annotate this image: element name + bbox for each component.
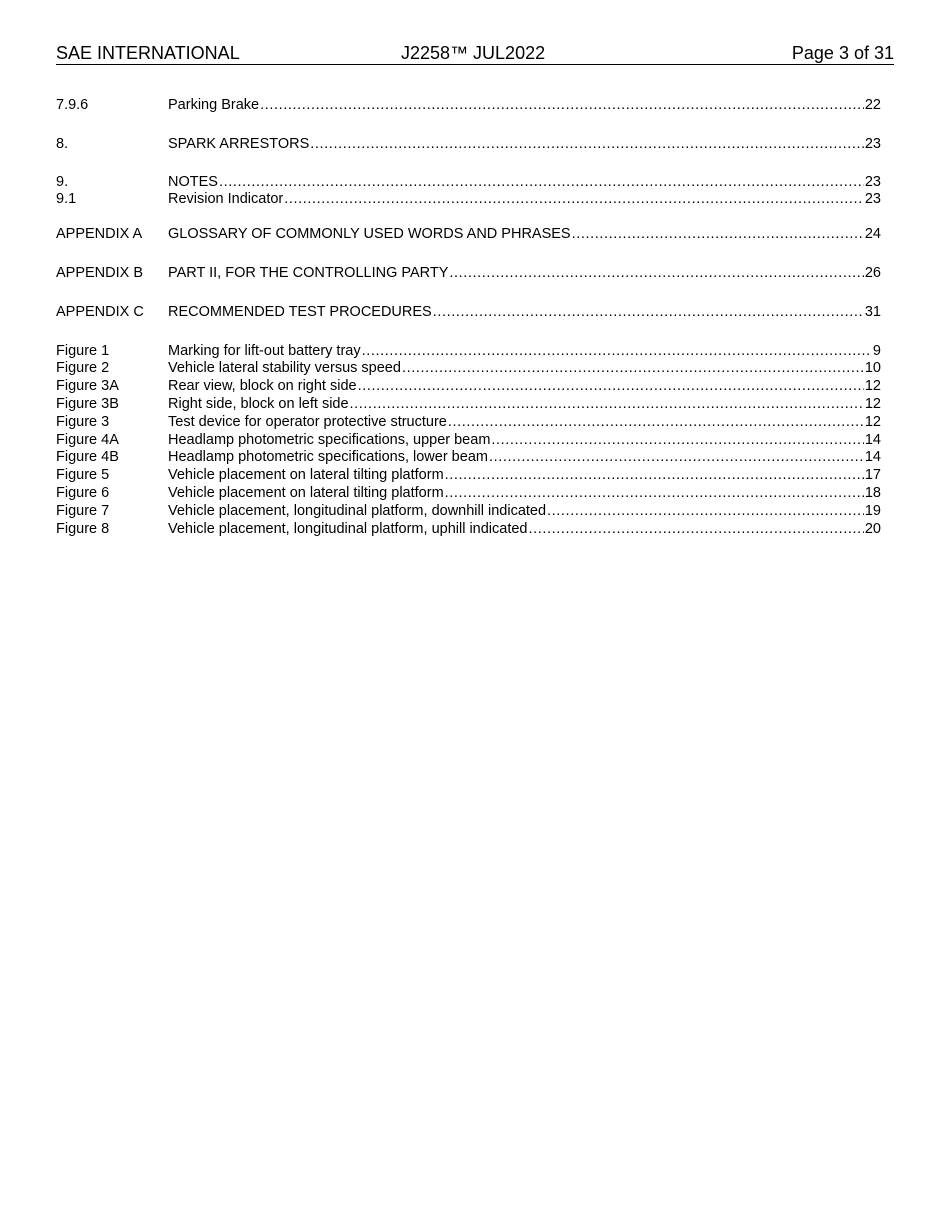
toc-title: Parking Brake xyxy=(168,97,260,113)
dot-leader xyxy=(449,265,863,283)
toc-entry-figure-3b[interactable] xyxy=(56,396,881,414)
toc-entry-figure-4b[interactable] xyxy=(56,449,881,467)
dot-leader xyxy=(350,396,864,414)
dot-leader xyxy=(529,521,864,539)
toc-number: Figure 4A xyxy=(56,431,119,448)
toc-entry-9-1[interactable] xyxy=(56,191,881,209)
toc-page: 12 xyxy=(864,395,881,412)
dot-leader xyxy=(433,304,864,322)
toc-number: Figure 3 xyxy=(56,413,110,430)
toc-title: Vehicle placement on lateral tilting platform xyxy=(168,467,444,484)
toc-page: 12 xyxy=(864,378,881,395)
toc-number: 7.9.6 xyxy=(56,97,89,113)
toc-number: Figure 6 xyxy=(56,484,110,501)
toc-number: Figure 7 xyxy=(56,502,110,519)
dot-leader xyxy=(445,485,864,503)
dot-leader xyxy=(219,174,864,192)
toc-title: GLOSSARY OF COMMONLY USED WORDS AND PHRASES xyxy=(168,226,571,243)
toc-page: 23 xyxy=(864,173,881,190)
toc-title: Headlamp photometric specifications, upper beam xyxy=(168,431,491,448)
toc-entry-figure-3a[interactable] xyxy=(56,378,881,396)
toc-title: Vehicle lateral stability versus speed xyxy=(168,360,401,377)
toc-page: 22 xyxy=(864,97,881,113)
toc-entry-figure-4a[interactable] xyxy=(56,432,881,450)
toc-page: 24 xyxy=(864,226,881,243)
toc-title: Vehicle placement, longitudinal platform, uphill indicated xyxy=(168,520,528,537)
toc-entry-appendix-a[interactable] xyxy=(56,226,881,244)
toc-number: 9. xyxy=(56,173,69,190)
toc-title: Vehicle placement, longitudinal platform, downhill indicated xyxy=(168,502,547,519)
dot-leader xyxy=(448,414,864,432)
toc-page: 17 xyxy=(864,467,881,484)
toc-title: Marking for lift-out battery tray xyxy=(168,342,361,359)
toc-number: 8. xyxy=(56,135,69,152)
toc-title: Rear view, block on right side xyxy=(168,378,357,395)
toc-number: Figure 1 xyxy=(56,342,110,359)
dot-leader xyxy=(572,226,864,244)
toc-number: Figure 4B xyxy=(56,449,119,466)
toc-page: 18 xyxy=(864,484,881,501)
toc-title: Test device for operator protective structure xyxy=(168,413,447,430)
toc-entry-figure-1[interactable] xyxy=(56,343,881,361)
toc-page: 10 xyxy=(864,360,881,377)
toc-number: APPENDIX C xyxy=(56,303,144,320)
toc-page: 9 xyxy=(872,342,881,359)
toc-page: 26 xyxy=(864,264,881,281)
dot-leader xyxy=(547,503,864,521)
toc-number: Figure 8 xyxy=(56,520,110,537)
header-organization: SAE INTERNATIONAL xyxy=(56,43,240,63)
toc-title: NOTES xyxy=(168,173,218,190)
dot-leader xyxy=(445,467,864,485)
dot-leader xyxy=(284,191,864,209)
toc-entry-figure-8[interactable] xyxy=(56,521,881,539)
toc-title: Revision Indicator xyxy=(168,191,284,208)
toc-page: 20 xyxy=(864,520,881,537)
toc-page: 23 xyxy=(864,191,881,208)
toc-title: RECOMMENDED TEST PROCEDURES xyxy=(168,303,432,320)
dot-leader xyxy=(260,97,864,115)
header-document-id: J2258™ JUL2022 xyxy=(401,43,546,63)
toc-title: Right side, block on left side xyxy=(168,395,349,412)
toc-page: 19 xyxy=(864,502,881,519)
toc-page: 31 xyxy=(864,303,881,320)
dot-leader xyxy=(362,343,872,361)
toc-title: SPARK ARRESTORS xyxy=(168,135,310,152)
toc-title: PART II, FOR THE CONTROLLING PARTY xyxy=(168,264,449,281)
toc-entry-figure-5[interactable] xyxy=(56,467,881,485)
toc-page: 12 xyxy=(864,413,881,430)
toc-entry-7-9-6[interactable] xyxy=(56,97,881,115)
toc-entry-figure-6[interactable] xyxy=(56,485,881,503)
toc-number: Figure 5 xyxy=(56,467,110,484)
toc-page: 14 xyxy=(864,449,881,466)
toc-entry-figure-7[interactable] xyxy=(56,503,881,521)
toc-entry-appendix-b[interactable] xyxy=(56,265,881,283)
toc-number: Figure 3B xyxy=(56,395,119,412)
page-header xyxy=(56,43,894,65)
toc-number: Figure 2 xyxy=(56,360,110,377)
toc-entry-9[interactable] xyxy=(56,174,881,192)
toc-entry-figure-3[interactable] xyxy=(56,414,881,432)
dot-leader xyxy=(402,360,864,378)
toc-entry-figure-2[interactable] xyxy=(56,360,881,378)
dot-leader xyxy=(310,136,864,154)
dot-leader xyxy=(489,449,864,467)
toc-title: Vehicle placement on lateral tilting platform xyxy=(168,484,444,501)
toc-page: 23 xyxy=(864,135,881,152)
toc-entry-appendix-c[interactable] xyxy=(56,304,881,322)
toc-number: Figure 3A xyxy=(56,378,119,395)
toc-number: APPENDIX B xyxy=(56,264,144,281)
toc-title: Headlamp photometric specifications, lower beam xyxy=(168,449,488,466)
toc-page: 14 xyxy=(864,431,881,448)
toc-number: APPENDIX A xyxy=(56,226,143,243)
header-page-number: Page 3 of 31 xyxy=(791,43,894,63)
toc-entry-8[interactable] xyxy=(56,136,881,154)
table-of-contents xyxy=(56,97,881,538)
toc-number: 9.1 xyxy=(56,191,77,208)
dot-leader xyxy=(491,432,863,450)
dot-leader xyxy=(358,378,864,396)
